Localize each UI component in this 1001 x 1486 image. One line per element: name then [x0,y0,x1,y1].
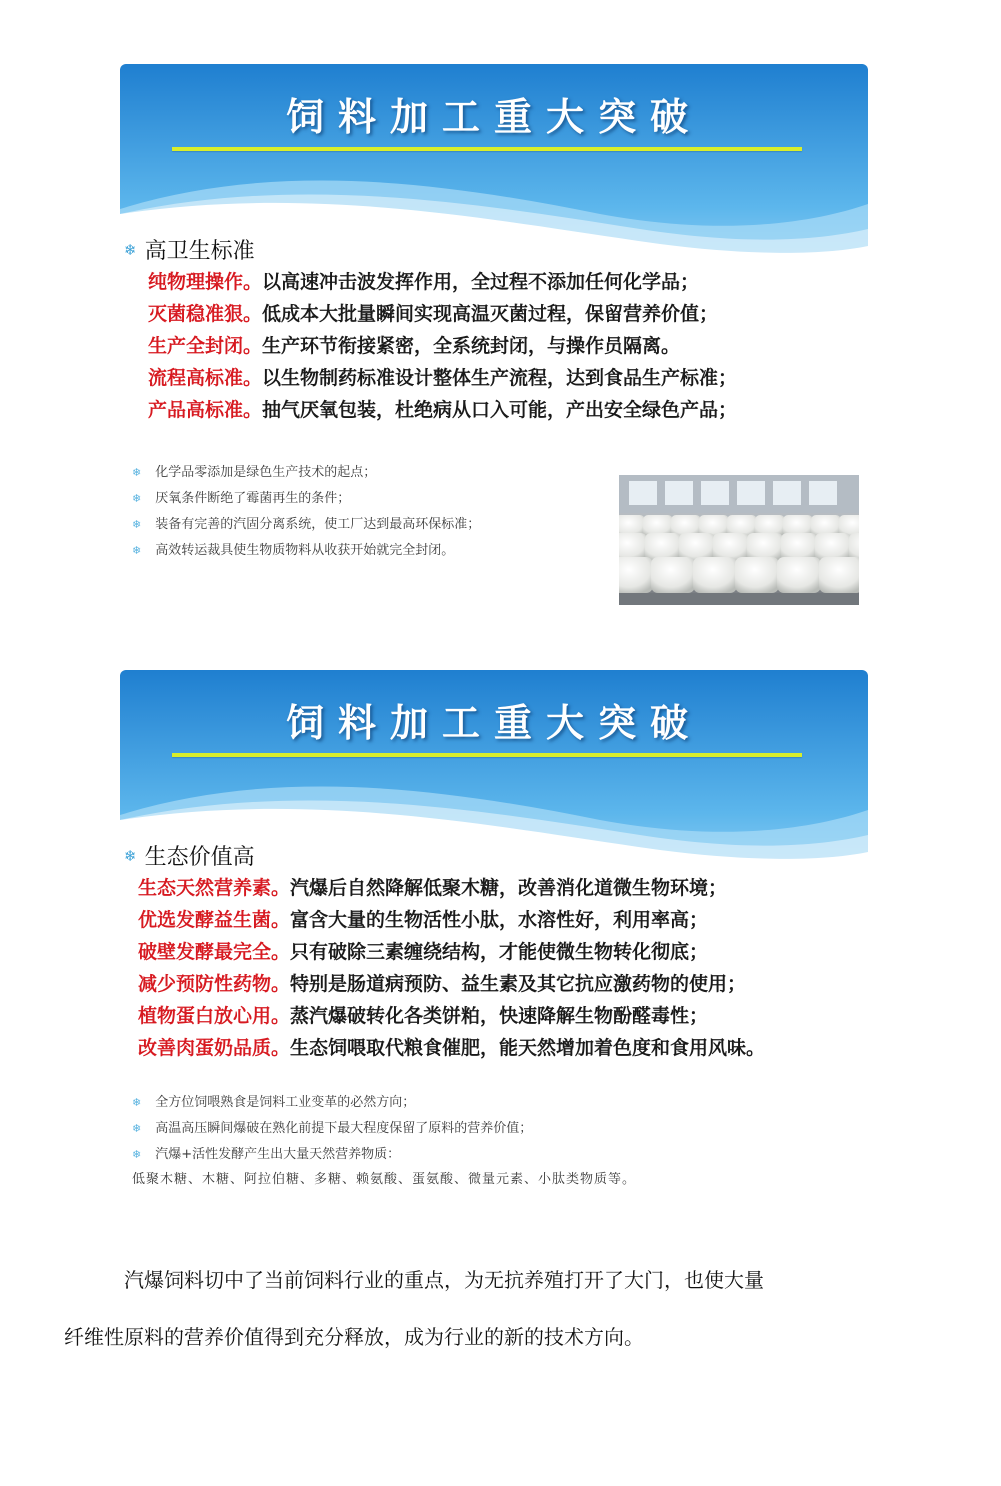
slide-title: 饲料加工重大突破 [285,700,702,745]
point-text: 生态饲喂取代粮食催肥，能天然增加着色度和食用风味。 [290,1037,766,1059]
note-item [132,1142,532,1168]
snowflake-bullet-icon: ❄ [132,518,142,531]
point-list [138,872,765,1064]
note-nutrient-list: 低聚木糖、木糖、阿拉伯糖、多糖、赖氨酸、蛋氨酸、微量元素、小肽类物质等。 [132,1172,637,1187]
list-item [148,330,737,362]
slide-ecological-value [120,670,868,1210]
snowflake-bullet-icon: ❄ [132,1122,142,1135]
snowflake-bullet-icon: ❄ [124,241,137,259]
note-list [132,1090,532,1168]
title-underline [172,753,802,757]
section-heading [124,840,255,871]
note-text: 装备有完善的汽固分离系统，使工厂达到最高环保标准； [155,517,481,532]
section-heading-text: 生态价值高 [144,845,255,870]
list-item [148,362,737,394]
point-text: 低成本大批量瞬间实现高温灭菌过程，保留营养价值； [262,303,719,325]
point-text: 汽爆后自然降解低聚木糖，改善消化道微生物环境； [290,877,728,899]
point-text: 蒸汽爆破转化各类饼粕，快速降解生物酚醛毒性； [290,1005,709,1027]
section-heading-text: 高卫生标准 [144,239,255,264]
note-item [132,460,480,486]
note-text: 全方位饲喂熟食是饲料工业变革的必然方向； [155,1095,416,1110]
list-item [138,872,765,904]
note-item [132,1090,532,1116]
title-underline [172,147,802,151]
point-lead: 产品高标准。 [148,399,263,421]
list-item [148,266,737,298]
point-text: 以高速冲击波发挥作用，全过程不添加任何化学品； [262,271,700,293]
point-lead: 减少预防性药物。 [138,973,291,995]
point-lead: 灭菌稳准狠。 [148,303,263,325]
note-item [132,512,480,538]
slide-title: 饲料加工重大突破 [285,94,702,139]
point-lead: 生产全封闭。 [148,335,263,357]
note-text: 汽爆+活性发酵产生出大量天然营养物质： [155,1147,401,1162]
snowflake-bullet-icon: ❄ [132,492,142,505]
snowflake-bullet-icon: ❄ [124,847,137,865]
note-item [132,538,480,564]
snowflake-bullet-icon: ❄ [132,1096,142,1109]
point-lead: 优选发酵益生菌。 [138,909,291,931]
point-text: 以生物制药标准设计整体生产流程，达到食品生产标准； [262,367,738,389]
point-lead: 纯物理操作。 [148,271,263,293]
note-text: 厌氧条件断绝了霉菌再生的条件； [155,491,351,506]
point-lead: 流程高标准。 [148,367,263,389]
list-item [138,904,765,936]
note-list [132,460,480,564]
snowflake-bullet-icon: ❄ [132,466,142,479]
point-list [148,266,737,426]
point-lead: 改善肉蛋奶品质。 [138,1037,291,1059]
point-lead: 生态天然营养素。 [138,877,291,899]
note-text: 高温高压瞬间爆破在熟化前提下最大程度保留了原料的营养价值； [155,1121,533,1136]
snowflake-bullet-icon: ❄ [132,1148,142,1161]
snowflake-bullet-icon: ❄ [132,544,142,557]
point-text: 富含大量的生物活性小肽，水溶性好，利用率高； [290,909,709,931]
point-text: 只有破除三素缠绕结构，才能使微生物转化彻底； [290,941,709,963]
point-text: 特别是肠道病预防、益生素及其它抗应激药物的使用； [290,973,747,995]
list-item [148,298,737,330]
point-text: 抽气厌氧包装，杜绝病从口入可能，产出安全绿色产品； [262,399,738,421]
list-item [138,968,765,1000]
point-lead: 植物蛋白放心用。 [138,1005,291,1027]
list-item [138,1032,765,1064]
slide-hygiene-standards [120,64,868,620]
note-item [132,486,480,512]
list-item [138,1000,765,1032]
warehouse-bags-photo [619,475,859,605]
point-lead: 破壁发酵最完全。 [138,941,291,963]
list-item [148,394,737,426]
list-item [138,936,765,968]
paragraph-line-2: 纤维性原料的营养价值得到充分释放，成为行业的新的技术方向。 [64,1325,644,1349]
paragraph-line-1: 汽爆饲料切中了当前饲料行业的重点，为无抗养殖打开了大门，也使大量 [124,1268,764,1292]
note-text: 高效转运裁具使生物质物料从收获开始就完全封闭。 [155,543,455,558]
point-text: 生产环节衔接紧密，全系统封闭，与操作员隔离。 [262,335,681,357]
section-heading [124,234,255,265]
note-item [132,1116,532,1142]
note-text: 化学品零添加是绿色生产技术的起点； [155,465,377,480]
